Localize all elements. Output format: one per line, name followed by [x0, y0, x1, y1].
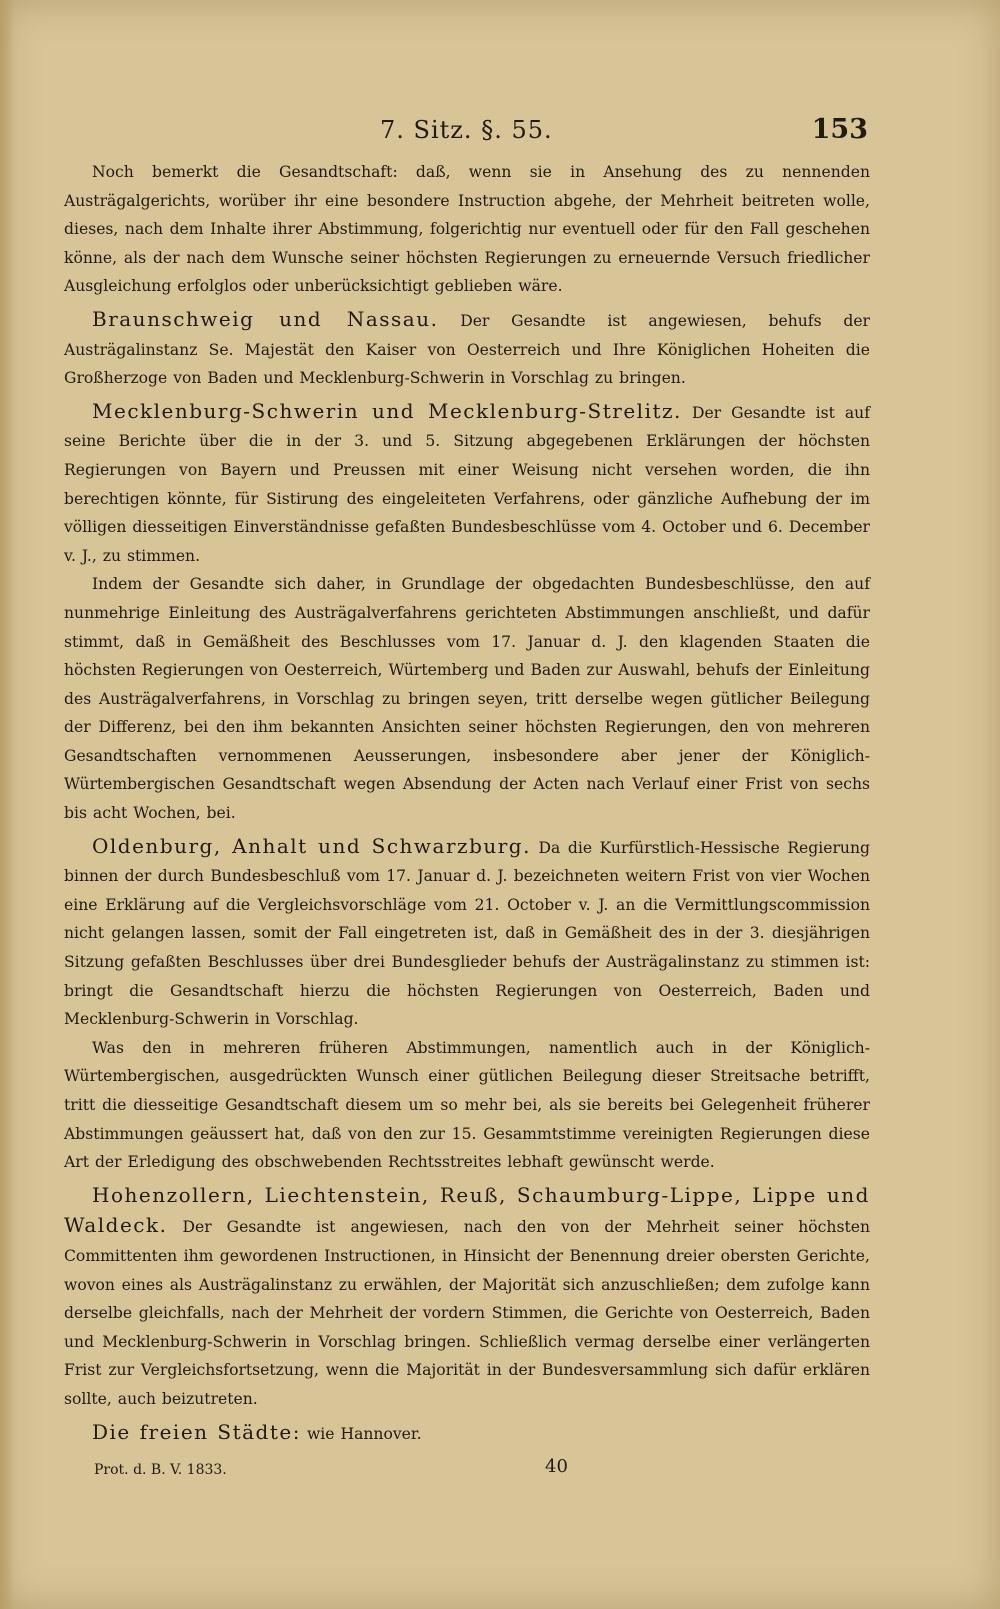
paragraph-text: Was den in mehreren früheren Abstimmungen, namentlich auch in der Königlich-Würtembergischen, ausgedrückten Wunsch einer gütlichen Beilegung dieser Streitsache betrifft, tritt die diesseitige Gesandtschaft diesem um so mehr bei, als sie bereits bei Gelegenheit früherer Abstimmungen geäussert hat, daß von den zur 15. Gesammtstimme vereinigten Regierungen diese Art der Erledigung des obschwebenden Rechtsstreites lebhaft gewünscht werde.	[64, 1038, 870, 1172]
section-heading: Oldenburg, Anhalt und Schwarzburg.	[92, 833, 531, 858]
paragraph-oldenburg-continued	[64, 1034, 870, 1177]
sheet-number: 40	[545, 1456, 568, 1477]
paragraph-hohenzollern-waldeck	[64, 1181, 870, 1414]
section-heading: Die freien Städte:	[92, 1419, 301, 1444]
page-number: 153	[811, 114, 868, 145]
paragraph-mecklenburg-continued	[64, 570, 870, 827]
paragraph-oldenburg-anhalt-schwarzburg	[64, 832, 870, 1034]
page-edge-shadow	[0, 0, 14, 1609]
body-text	[64, 158, 870, 1448]
printer-signature: Prot. d. B. V. 1833.	[94, 1462, 227, 1478]
page-footer	[0, 1456, 1000, 1486]
paragraph-text: wie Hannover.	[306, 1424, 422, 1443]
page-header	[0, 110, 1000, 150]
section-heading: Braunschweig und Nassau.	[92, 306, 439, 331]
paragraph-text: Noch bemerkt die Gesandtschaft: daß, wenn sie in Ansehung des zu nennenden Austrägalgerichts, worüber ihr eine besondere Instruction abgehe, der Mehrheit beitreten wolle, dieses, nach dem Inhalte ihrer Abstimmung, folgerichtig nur eventuell oder für den Fall geschehen könne, als der nach dem Wunsche seiner höchsten Regierungen zu erneuernde Versuch friedlicher Ausgleichung erfolglos oder unberücksichtigt geblieben wäre.	[64, 163, 870, 296]
paragraph-text: Da die Kurfürstlich-Hessische Regierung binnen der durch Bundesbeschluß vom 17. Januar d. J. bezeichneten weitern Frist von vier Wochen eine Erklärung auf die Vergleichsvorschläge vom 21. October v. J. an die Vermittlungscommission nicht gelangen lassen, somit der Fall eingetreten ist, daß in Gemäßheit des in der 3. diesjährigen Sitzung gefaßten Beschlusses über drei Bundesglieder behufs der Austrägalinstanz zu stimmen ist: bringt die Gesandtschaft hierzu die höchsten Regierungen von Oesterreich, Baden und Mecklenburg-Schwerin in Vorschlag.	[64, 838, 871, 1029]
section-heading: Hohenzollern, Liechtenstein, Reuß, Schaumburg-Lippe, Lippe und Waldeck.	[64, 1182, 870, 1238]
section-heading: Mecklenburg-Schwerin und Mecklenburg-Strelitz.	[92, 398, 682, 423]
paragraph-mecklenburg	[64, 397, 870, 571]
paragraph-text: Indem der Gesandte sich daher, in Grundlage der obgedachten Bundesbeschlüsse, den auf nunmehrige Einleitung des Austrägalverfahrens gerichteten Abstimmungen anschließt, und dafür stimmt, daß in Gemäßheit des Beschlusses vom 17. Januar d. J. den klagenden Staaten die höchsten Regierungen von Oesterreich, Würtemberg und Baden zur Auswahl, behufs der Einleitung des Austrägalverfahrens, in Vorschlag zu bringen seyen, tritt derselbe wegen gütlicher Beilegung der Differenz, bei den ihm bekannten Ansichten seiner höchsten Regierungen, den von mehreren Gesandtschaften vernommenen Aeusserungen, insbesondere aber jener der Königlich-Würtembergischen Gesandtschaft wegen Absendung der Acten nach Verlauf einer Frist von sechs bis acht Wochen, bei.	[64, 575, 870, 823]
paragraph-freie-staedte	[64, 1418, 870, 1449]
paragraph-text: Der Gesandte ist angewiesen, behufs der Austrägalinstanz Se. Majestät den Kaiser von Oesterreich und Ihre Königlichen Hoheiten die Großherzoge von Baden und Mecklenburg-Schwerin in Vorschlag zu bringen.	[64, 311, 870, 388]
paragraph-note	[64, 158, 870, 301]
paragraph-braunschweig-nassau	[64, 305, 870, 393]
running-head: 7. Sitz. §. 55.	[380, 116, 553, 144]
paragraph-text: Der Gesandte ist auf seine Berichte über die in der 3. und 5. Sitzung abgegebenen Erklärungen der höchsten Regierungen von Bayern und Preussen mit einer Weisung nicht versehen worden, die ihn berechtigen könnte, für Sistirung des eingeleiteten Verfahrens, oder gänzliche Aufhebung der im völligen diesseitigen Einverständnisse gefaßten Bundesbeschlüsse vom 4. October und 6. December v. J., zu stimmen.	[64, 403, 870, 565]
paragraph-text: Der Gesandte ist angewiesen, nach den von der Mehrheit seiner höchsten Committenten ihm gewordenen Instructionen, in Hinsicht der Benennung dreier obersten Gerichte, wovon eines als Austrägalinstanz zu erwählen, der Majorität sich anzuschließen; dem zufolge kann derselbe gleichfalls, nach der Mehrheit der vordern Stimmen, die Gerichte von Oesterreich, Baden und Mecklenburg-Schwerin in Vorschlag bringen. Schließlich vermag derselbe einer verlängerten Frist zur Vergleichsfortsetzung, wenn die Majorität in der Bundesversammlung sich dafür erklären sollte, auch beizutreten.	[64, 1218, 870, 1408]
